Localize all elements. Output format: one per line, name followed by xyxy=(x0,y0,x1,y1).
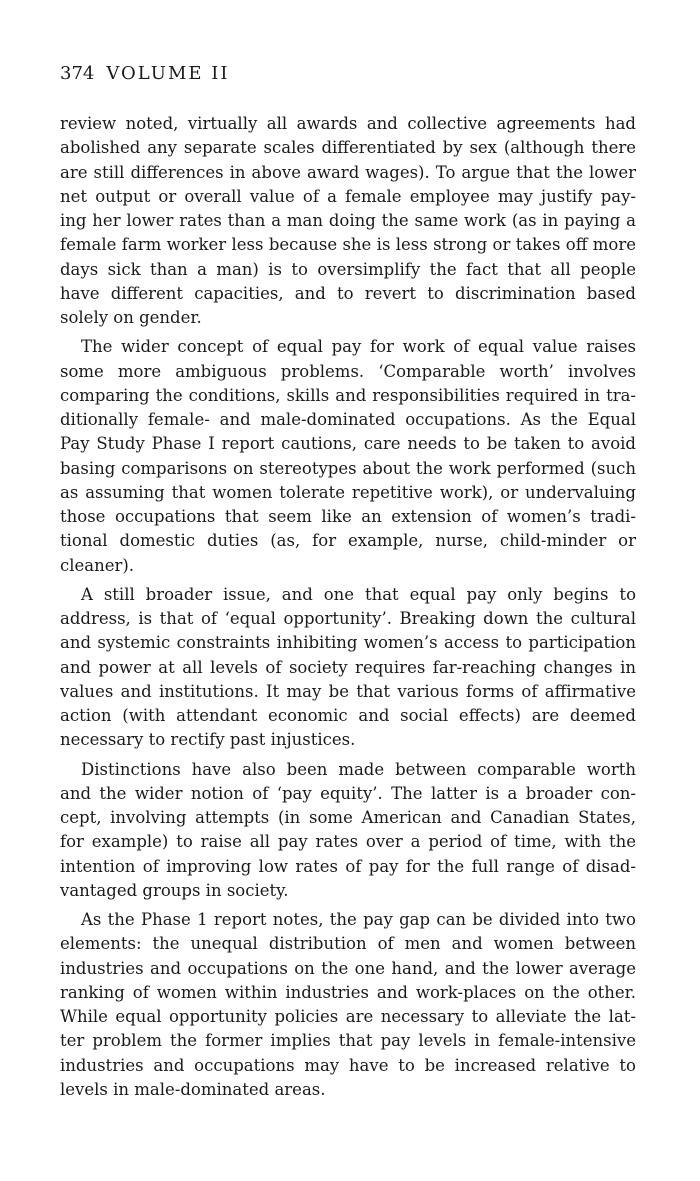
text-line: ranking of women within industries and work-places on the other. xyxy=(60,982,636,1002)
text-line: ditionally female- and male-dominated occupations. As the Equal xyxy=(60,410,636,429)
book-page xyxy=(60,62,636,1107)
paragraph xyxy=(60,908,636,1102)
paragraph xyxy=(60,583,636,753)
text-line: values and institutions. It may be that various forms of affirmative xyxy=(60,681,636,701)
text-line: cept, involving attempts (in some American and Canadian States, xyxy=(60,808,636,827)
text-line: Distinctions have also been made between comparable worth xyxy=(81,759,636,779)
text-line: have different capacities, and to revert to discrimination based xyxy=(60,283,636,303)
text-line: ing her lower rates than a man doing the same work (as in paying a xyxy=(60,211,636,230)
text-line: elements: the unequal distribution of men and women between xyxy=(60,934,636,954)
text-line: and power at all levels of society requires far-reaching changes in xyxy=(60,657,636,677)
text-line: necessary to rectify past injustices. xyxy=(60,730,356,750)
text-line: levels in male-dominated areas. xyxy=(60,1079,326,1099)
paragraph xyxy=(60,758,636,904)
text-line: action (with attendant economic and social effects) are deemed xyxy=(60,706,636,725)
text-line: As the Phase 1 report notes, the pay gap can be divided into two xyxy=(81,910,636,929)
text-line: some more ambiguous problems. ‘Comparable worth’ involves xyxy=(60,361,636,381)
text-line: those occupations that seem like an extension of women’s tradi- xyxy=(60,507,636,526)
text-line: industries and occupations on the one hand, and the lower average xyxy=(60,958,636,978)
paragraph xyxy=(60,335,636,578)
text-line: net output or overall value of a female employee may justify pay- xyxy=(60,186,636,206)
running-head xyxy=(60,62,636,86)
text-line: tional domestic duties (as, for example, nurse, child-minder or xyxy=(60,531,636,551)
page-number: 374 xyxy=(60,63,95,84)
text-line: as assuming that women tolerate repetitive work), or undervaluing xyxy=(60,482,636,502)
text-line: comparing the conditions, skills and responsibilities required in tra- xyxy=(60,385,636,405)
text-line: address, is that of ‘equal opportunity’. Breaking down the cultural xyxy=(60,609,636,628)
text-line: A still broader issue, and one that equal pay only begins to xyxy=(81,584,636,604)
text-line: industries and occupations may have to be increased relative to xyxy=(60,1055,636,1075)
text-line: and the wider notion of ‘pay equity’. The latter is a broader con- xyxy=(60,783,636,803)
text-line: abolished any separate scales differentiated by sex (although there xyxy=(60,138,636,158)
text-line: The wider concept of equal pay for work of equal value raises xyxy=(81,337,636,357)
volume-label: VOLUME II xyxy=(106,63,230,84)
text-line: and systemic constraints inhibiting women’s access to participation xyxy=(60,633,636,653)
text-line: basing comparisons on stereotypes about the work performed (such xyxy=(60,458,636,478)
body-text xyxy=(60,112,636,1102)
text-line: female farm worker less because she is less strong or takes off more xyxy=(60,235,636,255)
text-line: While equal opportunity policies are necessary to alleviate the lat- xyxy=(60,1007,636,1026)
text-line: ter problem the former implies that pay levels in female-intensive xyxy=(60,1031,636,1051)
text-line: cleaner). xyxy=(60,555,135,575)
text-line: review noted, virtually all awards and collective agreements had xyxy=(60,114,636,133)
text-line: Pay Study Phase I report cautions, care needs to be taken to avoid xyxy=(60,434,636,454)
text-line: solely on gender. xyxy=(60,308,202,327)
text-line: for example) to raise all pay rates over a period of time, with the xyxy=(60,832,636,852)
text-line: are still differences in above award wages). To argue that the lower xyxy=(60,162,636,182)
text-line: days sick than a man) is to oversimplify the fact that all people xyxy=(60,259,636,279)
paragraph xyxy=(60,112,636,330)
text-line: intention of improving low rates of pay for the full range of disad- xyxy=(60,856,636,876)
text-line: vantaged groups in society. xyxy=(60,880,289,900)
